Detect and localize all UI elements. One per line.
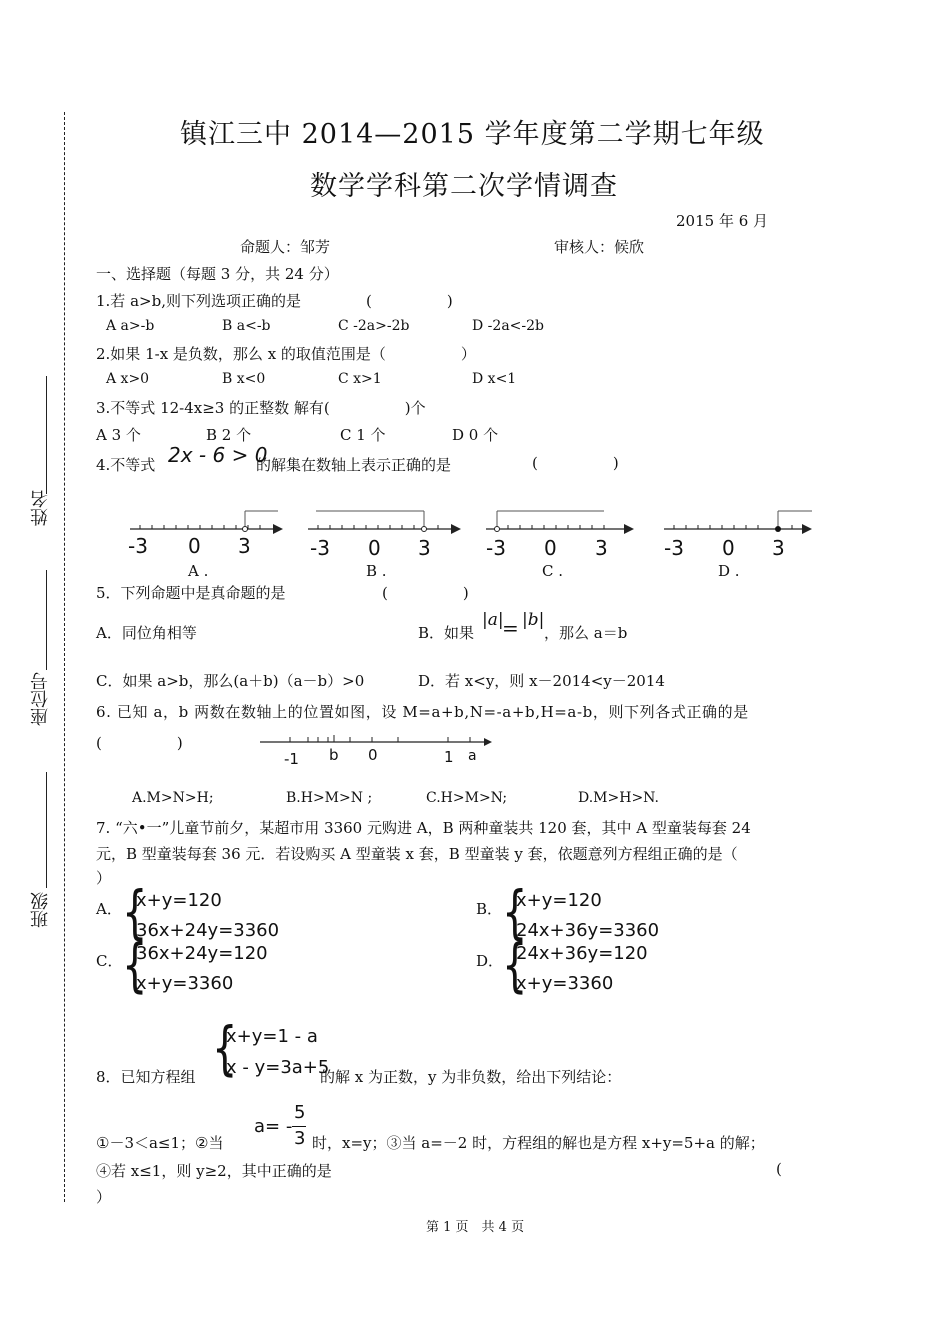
q2-stem: 2.如果 1-x 是负数，那么 x 的取值范围是（ ） — [96, 345, 476, 363]
q8-frac-bar — [292, 1126, 306, 1127]
q5-stem: 5．下列命题中是真命题的是 — [96, 584, 286, 602]
q7-opt-d-eq1: 24x+36y=120 — [516, 943, 648, 964]
q6-tick-neg1: -1 — [284, 750, 299, 768]
q7-opt-d-brace: { — [502, 932, 528, 1000]
q2-opt-c: C x>1 — [338, 371, 382, 387]
q8-paren-open: ( — [776, 1160, 782, 1178]
q8-stem-a: 8．已知方程组 — [96, 1068, 196, 1086]
q6-tick-a: a — [468, 748, 477, 764]
q4-a-tick-0: 0 — [188, 534, 201, 558]
setter: 命题人：邹芳 — [240, 238, 331, 256]
q8-eq2: x - y=3a+5 — [226, 1057, 330, 1078]
q5-opt-b-tail: ，那么 a＝b — [544, 624, 628, 642]
q7-opt-a-brace: { — [122, 879, 148, 947]
q4-opt-a: A . — [188, 562, 209, 580]
page-footer: 第 1 页 共 4 页 — [426, 1220, 525, 1235]
q5-paren: ( ) — [382, 584, 469, 602]
q8-conclusion-1: ①－3＜a≤1；②当 — [96, 1134, 224, 1152]
q7-opt-b-label: B． — [476, 900, 503, 918]
q3-opt-a: A 3 个 — [96, 426, 141, 444]
q8-conclusion-2: ④若 x≤1，则 y≥2，其中正确的是 — [96, 1162, 332, 1180]
q4-numline-c — [484, 505, 644, 535]
q7-opt-c-label: C． — [96, 952, 123, 970]
q7-opt-a-eq1: x+y=120 — [136, 890, 222, 911]
q2-opt-d: D x<1 — [472, 371, 517, 387]
q6-tick-0: 0 — [368, 746, 378, 764]
q4-stem-a: 4.不等式 — [96, 456, 156, 474]
q8-eq1: x+y=1 - a — [226, 1026, 318, 1047]
q7-line2: 元，B 型童装每套 36 元．若设购买 A 型童装 x 套，B 型童装 y 套，依题意列方程组正确的是（ — [96, 845, 738, 863]
q1-opt-c: C -2a>-2b — [338, 318, 410, 334]
q5-opt-a: A．同位角相等 — [96, 624, 197, 642]
q4-numline-b — [306, 505, 466, 535]
q1-paren: ( ) — [366, 292, 453, 310]
q3-opt-d: D 0 个 — [452, 426, 499, 444]
q7-line3: ） — [96, 869, 112, 887]
q7-opt-a-eq2: 36x+24y=3360 — [136, 920, 280, 941]
class-label: 班级 — [30, 892, 51, 928]
q3-opt-c: C 1 个 — [340, 426, 386, 444]
q6-opt-c: C.H>M>N; — [426, 790, 508, 806]
q1-stem: 1.若 a>b,则下列选项正确的是 — [96, 292, 301, 310]
q5-equals: = — [502, 616, 519, 640]
q6-opt-b: B.H>M>N ; — [286, 790, 373, 806]
q2-opt-a: A x>0 — [106, 371, 150, 387]
q7-opt-a-label: A． — [96, 900, 122, 918]
q7-opt-d-label: D． — [476, 952, 504, 970]
q4-d-tick-neg3: -3 — [664, 536, 684, 560]
q4-b-tick-3: 3 — [418, 536, 431, 560]
reviewer: 审核人：候欣 — [554, 238, 645, 256]
q7-opt-d-eq2: x+y=3360 — [516, 973, 614, 994]
q6-stem: 6. 已知 a，b 两数在数轴上的位置如图，设 M=a+b,N=-a+b,H=a-b，则下列各式正确的是 — [96, 703, 749, 721]
q4-numline-d — [662, 505, 822, 535]
q4-stem-b: 的解集在数轴上表示正确的是 — [256, 456, 452, 474]
q4-d-tick-0: 0 — [722, 536, 735, 560]
seat-underline — [46, 570, 47, 670]
q4-opt-c: C . — [542, 562, 564, 580]
q1-opt-d: D -2a<-2b — [472, 318, 544, 334]
q4-opt-b: B . — [366, 562, 387, 580]
section-heading: 一、选择题（每题 3 分，共 24 分） — [96, 265, 339, 283]
q1-opt-b: B a<-b — [222, 318, 271, 334]
q8-frac-lhs: a= - — [254, 1116, 293, 1137]
q4-a-tick-neg3: -3 — [128, 534, 148, 558]
page-title: 镇江三中 2014—2015 学年度第二学期七年级 — [180, 119, 765, 150]
q4-c-tick-neg3: -3 — [486, 536, 506, 560]
q6-tick-b: b — [329, 746, 339, 764]
q6-tick-1: 1 — [444, 748, 454, 766]
exam-date: 2015 年 6 月 — [676, 212, 769, 230]
q4-paren: ( ) — [532, 454, 619, 472]
q7-opt-b-brace: { — [502, 879, 528, 947]
q4-inequality: 2x - 6 > 0 — [168, 443, 268, 467]
q5-abs-a: |a| — [482, 610, 504, 630]
q8-conclusion-1b: 时，x=y；③当 a=－2 时，方程组的解也是方程 x+y=5+a 的解； — [312, 1134, 765, 1152]
q7-opt-c-eq1: 36x+24y=120 — [136, 943, 268, 964]
q6-paren: ( ) — [96, 734, 183, 752]
q7-opt-c-brace: { — [122, 932, 148, 1000]
q3-opt-b: B 2 个 — [206, 426, 252, 444]
q2-opt-b: B x<0 — [222, 371, 266, 387]
q8-brace: { — [212, 1015, 238, 1083]
q5-abs-b: |b| — [522, 610, 545, 630]
q6-opt-a: A.M>N>H; — [132, 790, 214, 806]
q6-opt-d: D.M>H>N. — [578, 790, 659, 806]
name-label: 姓名 — [30, 490, 51, 526]
q4-b-tick-neg3: -3 — [310, 536, 330, 560]
q5-opt-c: C．如果 a>b，那么(a＋b)（a－b）>0 — [96, 672, 365, 690]
seat-label: 座位号 — [30, 672, 51, 726]
q7-opt-c-eq2: x+y=3360 — [136, 973, 234, 994]
q5-opt-d: D．若 x<y，则 x－2014<y－2014 — [418, 672, 665, 690]
q3-stem: 3.不等式 12-4x≥3 的正整数 解有( )个 — [96, 399, 426, 417]
q4-opt-d: D . — [718, 562, 740, 580]
q8-frac-den: 3 — [294, 1128, 306, 1149]
q7-line1: 7. “六•一”儿童节前夕，某超市用 3360 元购进 A，B 两种童装共 120 套，其中 A 型童装每套 24 — [96, 819, 751, 837]
q7-opt-b-eq2: 24x+36y=3360 — [516, 920, 660, 941]
q7-opt-b-eq1: x+y=120 — [516, 890, 602, 911]
binding-dashed-line — [64, 112, 65, 1202]
q8-paren-close: ） — [96, 1188, 112, 1206]
q4-a-tick-3: 3 — [238, 534, 251, 558]
q5-opt-b-text: B．如果 — [418, 624, 475, 642]
q8-frac-num: 5 — [294, 1102, 306, 1123]
q4-c-tick-0: 0 — [544, 536, 557, 560]
q4-numline-a — [128, 505, 288, 535]
class-underline — [46, 772, 47, 888]
page-subtitle: 数学学科第二次学情调查 — [310, 171, 618, 202]
q4-b-tick-0: 0 — [368, 536, 381, 560]
name-underline — [46, 376, 47, 494]
q4-d-tick-3: 3 — [772, 536, 785, 560]
q1-opt-a: A a>-b — [106, 318, 155, 334]
q8-stem-b: 的解 x 为正数，y 为非负数，给出下列结论： — [320, 1068, 622, 1086]
q4-c-tick-3: 3 — [595, 536, 608, 560]
